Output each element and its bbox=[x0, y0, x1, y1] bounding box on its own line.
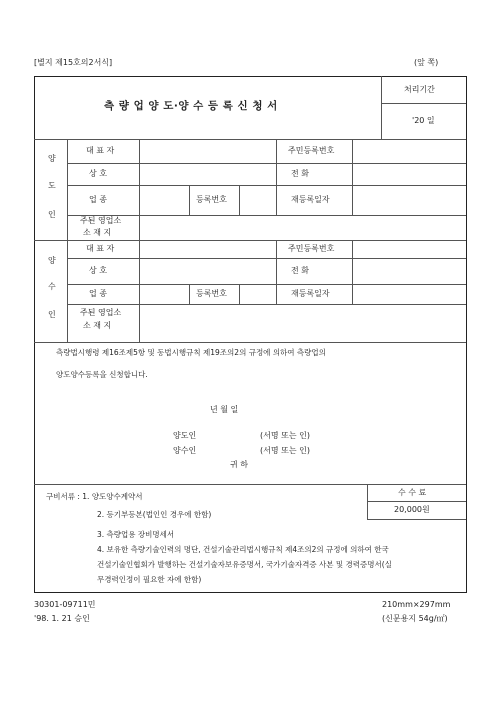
documents-item-4-line-3: 무경력인정이 필요한 자에 한함) bbox=[97, 575, 202, 584]
transferor-char-1: 양 bbox=[48, 154, 56, 163]
form-title: 측 량 업 양 도·양 수 등 록 신 청 서 bbox=[104, 100, 278, 112]
transferor-representative-label: 대 표 자 bbox=[86, 146, 115, 155]
documents-item-4-line-1: 4. 보유한 측량기술인력의 명단, 건설기술관리법시행규칙 제4조의2의 규정에 의하여 한국 bbox=[97, 545, 389, 554]
documents-item-2: 2. 등기부등본(법인인 경우에 한함) bbox=[97, 510, 212, 519]
processing-value: '20 일 bbox=[412, 116, 435, 125]
transferor-resident-no-label: 주민등록번호 bbox=[288, 146, 335, 155]
addressee: 귀 하 bbox=[230, 460, 248, 469]
transferee-representative-label: 대 표 자 bbox=[86, 244, 115, 253]
transferee-address-label-1: 주된 영업소 bbox=[80, 308, 122, 317]
paper-type: (신문용지 54g/㎡) bbox=[382, 614, 448, 623]
transferee-address-label-2: 소 재 지 bbox=[83, 321, 112, 330]
date-line: 년 월 일 bbox=[210, 405, 239, 414]
paper-size: 210mm×297mm bbox=[382, 600, 451, 609]
transferor-address-label-1: 주된 영업소 bbox=[80, 216, 122, 225]
transferor-sign-field: (서명 또는 인) bbox=[260, 431, 310, 440]
form-number: [별지 제15호의2서식] bbox=[34, 58, 113, 67]
documents-item-3: 3. 측량업용 장비명세서 bbox=[97, 530, 175, 539]
form-code: 30301-09711민 bbox=[34, 600, 96, 609]
transferee-char-3: 인 bbox=[48, 310, 56, 319]
transferor-char-3: 인 bbox=[48, 210, 56, 219]
transferor-reg-date-label: 재등록일자 bbox=[291, 195, 330, 204]
transferee-sign-field: (서명 또는 인) bbox=[260, 446, 310, 455]
transferor-sign-label: 양도인 bbox=[173, 431, 197, 440]
documents-item-4-line-2: 건설기술인협회가 발행하는 건설기술자보유증명서, 국가기술자격증 사본 및 경력증명서(실 bbox=[97, 560, 392, 569]
transferee-sign-label: 양수인 bbox=[173, 446, 197, 455]
transferee-resident-no-label: 주민등록번호 bbox=[288, 244, 335, 253]
processing-label: 처리기간 bbox=[404, 85, 435, 94]
documents-label: 구비서류 : 1. 양도양수계약서 bbox=[46, 492, 143, 501]
fee-value: 20,000원 bbox=[394, 505, 430, 514]
statement-line-1: 측량법시행령 제16조제5항 및 동법시행규칙 제19조의2의 규정에 의하여 측량업의 bbox=[56, 348, 326, 357]
transferee-business-type-label: 업 종 bbox=[89, 289, 107, 298]
transferor-phone-label: 전 화 bbox=[291, 169, 309, 178]
transferor-char-2: 도 bbox=[48, 181, 56, 190]
transferor-trade-name-label: 상 호 bbox=[89, 169, 107, 178]
transferor-address-label-2: 소 재 지 bbox=[83, 228, 112, 237]
transferor-business-type-label: 업 종 bbox=[89, 195, 107, 204]
transferee-char-2: 수 bbox=[48, 282, 56, 291]
transferee-phone-label: 전 화 bbox=[291, 266, 309, 275]
transferee-trade-name-label: 상 호 bbox=[89, 266, 107, 275]
transferee-reg-date-label: 재등록일자 bbox=[291, 289, 330, 298]
page-side: (앞 쪽) bbox=[414, 58, 439, 67]
approval-date: '98. 1. 21 승인 bbox=[34, 614, 90, 623]
transferee-char-1: 양 bbox=[48, 256, 56, 265]
transferee-reg-no-label: 등록번호 bbox=[196, 289, 227, 298]
statement-line-2: 양도양수등록을 신청합니다. bbox=[56, 370, 148, 379]
transferor-reg-no-label: 등록번호 bbox=[196, 195, 227, 204]
fee-label: 수 수 료 bbox=[398, 488, 427, 497]
